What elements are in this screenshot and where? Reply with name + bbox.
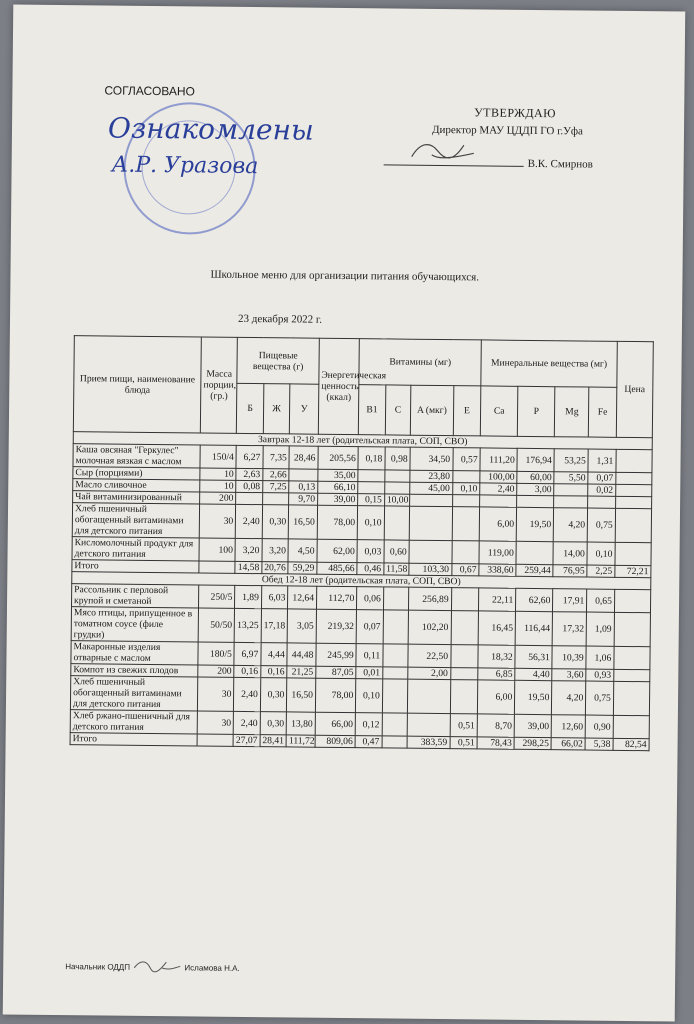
table-cell	[614, 646, 650, 669]
table-cell: 0,11	[356, 644, 383, 667]
table-cell: 0,10	[357, 506, 384, 540]
table-cell	[452, 507, 480, 541]
table-cell: 60,00	[517, 471, 554, 483]
table-cell: 150/4	[200, 445, 236, 468]
table-cell: 23,80	[410, 470, 453, 482]
table-cell: 0,75	[587, 508, 615, 542]
table-cell	[450, 680, 478, 714]
col-minerals: Минеральные вещества (мг)	[481, 340, 617, 387]
table-cell: 0,30	[260, 712, 287, 735]
table-cell	[452, 495, 480, 507]
table-cell: 13,25	[234, 608, 261, 642]
total-label: Итого	[72, 560, 199, 573]
table-cell: 19,50	[516, 507, 553, 541]
table-cell: 10,39	[552, 646, 586, 669]
table-cell	[383, 644, 409, 667]
table-cell: 2,40	[234, 677, 261, 711]
table-cell: 6,00	[479, 507, 516, 541]
table-cell	[358, 482, 385, 494]
table-cell: 250/5	[199, 585, 235, 608]
table-cell	[382, 679, 408, 713]
table-cell	[554, 484, 588, 496]
handwritten-line-1: Ознакомлены	[107, 111, 314, 147]
table-cell	[480, 495, 517, 507]
table-cell: 205,56	[318, 446, 359, 469]
col-e: E	[453, 386, 481, 436]
col-mg: Mg	[555, 387, 589, 437]
table-cell: 102,20	[408, 610, 451, 644]
table-cell	[409, 506, 452, 540]
table-cell: 0,12	[355, 713, 382, 736]
table-cell: 0,65	[587, 589, 615, 612]
table-row	[72, 503, 651, 543]
handwritten-note	[107, 104, 314, 186]
table-cell: 2,40	[236, 504, 263, 538]
table-cell: 111,20	[480, 448, 517, 471]
table-cell	[452, 471, 480, 483]
table-cell	[616, 449, 652, 472]
col-p: P	[518, 386, 556, 436]
table-cell: 87,05	[316, 666, 356, 678]
table-cell: 35,00	[318, 469, 358, 481]
table-cell: 4,20	[552, 681, 586, 715]
table-cell: 0,30	[260, 678, 287, 712]
table-cell: 0,46	[357, 563, 384, 575]
table-cell: 10,00	[384, 494, 410, 506]
table-cell: 17,18	[261, 609, 288, 643]
table-cell: 256,89	[409, 587, 452, 610]
table-cell: 383,59	[407, 736, 450, 748]
table-cell: 338,60	[479, 564, 516, 576]
table-cell	[450, 668, 478, 680]
director-name: В.К. Смирнов	[527, 157, 593, 171]
table-cell	[516, 541, 553, 564]
table-cell: 2,63	[236, 468, 263, 480]
table-cell: 28,41	[260, 735, 287, 747]
table-cell: 0,13	[289, 481, 318, 493]
table-cell	[289, 469, 318, 481]
footer	[65, 957, 240, 973]
table-cell	[451, 588, 479, 611]
menu-date: 23 декабря 2022 г.	[237, 312, 323, 326]
table-cell: 0,02	[588, 484, 616, 496]
footer-signature-icon	[132, 958, 182, 971]
dish-name: Сыр (порциями)	[73, 467, 200, 480]
table-cell: 14,00	[553, 542, 587, 565]
col-b1: B1	[359, 385, 386, 435]
col-b: Б	[237, 383, 264, 433]
table-cell: 39,00	[514, 714, 551, 737]
dish-name: Хлеб ржано-пшеничный для детского питания	[70, 710, 197, 734]
table-cell	[614, 669, 650, 681]
table-cell: 5,38	[585, 738, 613, 750]
table-cell: 22,11	[479, 588, 516, 611]
menu-title: Школьное меню для организации питания обучающихся.	[210, 268, 480, 284]
col-c: C	[385, 385, 411, 435]
table-cell: 2,40	[480, 483, 517, 495]
table-cell	[197, 734, 233, 746]
table-cell: 0,18	[358, 447, 385, 470]
table-cell: 0,51	[450, 737, 478, 749]
section-title: Обед 12-18 лет (родительская плата, СОП, СВО)	[72, 572, 651, 590]
table-cell: 56,31	[515, 645, 552, 668]
table-cell: 4,40	[515, 668, 552, 680]
table-cell	[408, 679, 451, 713]
table-cell: 0,10	[587, 542, 615, 565]
section-title: Завтрак 12-18 лет (родительская плата, СОП, СВО)	[73, 432, 652, 450]
table-cell: 18,32	[478, 645, 515, 668]
table-cell: 27,07	[233, 734, 260, 746]
table-cell	[236, 492, 263, 504]
table-cell: 219,32	[316, 609, 357, 643]
table-cell: 50/50	[198, 608, 234, 642]
table-cell: 4,20	[554, 508, 588, 542]
table-cell: 10	[200, 468, 236, 480]
table-cell	[616, 472, 652, 484]
table-cell: 2,25	[587, 565, 615, 577]
table-cell	[384, 482, 410, 494]
table-cell: 3,20	[235, 538, 262, 561]
table-cell	[452, 541, 480, 564]
dish-name: Хлеб пшеничный обогащенный витаминами для детского питания	[72, 503, 200, 538]
table-cell: 0,10	[452, 483, 480, 495]
col-price: Цена	[616, 341, 653, 437]
table-cell: 0,47	[355, 736, 382, 748]
table-cell	[517, 495, 554, 507]
table-cell	[199, 561, 235, 573]
table-cell: 3,20	[262, 539, 289, 562]
table-cell	[613, 715, 649, 738]
table-cell	[614, 589, 650, 612]
col-zh: Ж	[263, 384, 290, 434]
col-vitamins: Витамины (мг)	[359, 339, 481, 386]
table-cell: 16,50	[287, 678, 316, 712]
table-cell: 3,00	[517, 483, 554, 495]
table-cell	[616, 484, 652, 496]
table-cell: 100	[199, 538, 235, 561]
table-cell: 180/5	[198, 642, 234, 665]
table-cell: 119,00	[479, 541, 516, 564]
table-cell: 34,50	[410, 447, 453, 470]
table-cell: 66,00	[315, 712, 356, 735]
table-cell: 0,15	[358, 494, 385, 506]
table-cell: 100,00	[480, 471, 517, 483]
table-cell: 14,58	[235, 561, 262, 573]
col-mass: Масса порции, (гр.)	[201, 337, 238, 433]
table-cell: 809,06	[315, 735, 355, 747]
table-cell	[554, 496, 588, 508]
col-fe: Fe	[589, 387, 617, 437]
table-cell	[384, 506, 410, 540]
table-cell	[383, 610, 409, 644]
dish-name: Компот из свежих плодов	[71, 664, 198, 677]
table-cell: 0,93	[586, 669, 614, 681]
table-cell	[615, 508, 652, 542]
table-cell	[385, 470, 411, 482]
table-cell: 2,00	[408, 667, 451, 679]
table-cell: 0,03	[357, 540, 384, 563]
table-cell	[614, 612, 651, 646]
table-cell: 298,25	[514, 737, 551, 749]
table-cell	[588, 496, 616, 508]
table-cell: 62,60	[516, 588, 553, 611]
table-cell	[382, 713, 408, 736]
table-cell: 3,05	[287, 609, 316, 643]
table-cell: 1,09	[586, 612, 614, 646]
approve-label: УТВЕРЖДАЮ	[474, 105, 557, 121]
table-cell: 0,98	[385, 447, 411, 470]
table-cell: 16,50	[289, 505, 318, 539]
director-title: Директор МАУ ЦДДП ГО г.Уфа	[431, 123, 584, 138]
table-cell	[613, 681, 650, 715]
table-cell: 0,16	[261, 666, 288, 678]
dish-name: Чай витаминизированный	[73, 491, 200, 504]
col-a: A (мкг)	[410, 385, 453, 435]
menu-table	[70, 335, 654, 751]
table-cell: 0,57	[452, 448, 480, 471]
table-cell: 0,08	[236, 480, 263, 492]
table-cell	[450, 645, 478, 668]
table-cell: 62,00	[317, 539, 358, 562]
table-cell: 78,00	[317, 505, 358, 539]
director-signature-icon	[408, 137, 478, 166]
dish-name: Макаронные изделия отварные с маслом	[71, 641, 198, 665]
table-cell: 0,75	[586, 681, 614, 715]
table-cell: 259,44	[516, 564, 553, 576]
col-meal: Прием пищи, наименование блюда	[73, 336, 201, 433]
dish-name: Масло сливочное	[73, 479, 200, 492]
table-cell: 176,94	[517, 448, 554, 471]
table-cell: 3,60	[552, 669, 586, 681]
table-cell: 82,54	[613, 738, 649, 750]
table-cell: 7,25	[263, 481, 290, 493]
table-cell: 45,00	[410, 482, 453, 494]
dish-name: Кисломолочный продукт для детского питания	[72, 537, 199, 561]
table-cell: 39,00	[318, 493, 358, 505]
table-cell: 2,66	[263, 469, 290, 481]
table-cell: 9,70	[289, 493, 318, 505]
dish-name: Рассольник с перловой крупой и сметаной	[72, 584, 199, 608]
footer-name: Исламова Н.А.	[184, 963, 240, 973]
table-cell: 0,30	[262, 505, 289, 539]
table-cell	[615, 496, 651, 508]
table-cell: 0,51	[450, 714, 478, 737]
table-cell: 6,85	[478, 668, 515, 680]
table-cell: 0,10	[356, 679, 383, 713]
table-cell: 8,70	[477, 714, 514, 737]
col-ca: Ca	[480, 386, 518, 436]
approved-label: СОГЛАСОВАНО	[104, 83, 196, 99]
table-cell	[262, 493, 289, 505]
table-cell	[615, 542, 651, 565]
table-cell	[407, 713, 450, 736]
signature-line	[384, 164, 524, 166]
table-cell: 30	[199, 504, 235, 538]
table-cell: 4,50	[288, 539, 317, 562]
table-cell: 4,44	[261, 643, 288, 666]
col-nutrients: Пищевые вещества (г)	[237, 337, 319, 384]
table-cell: 59,29	[288, 562, 317, 574]
col-energy: Энергетическая ценность (ккал)	[318, 338, 359, 434]
table-cell: 13,80	[286, 712, 315, 735]
table-cell: 66,02	[551, 738, 585, 750]
table-cell	[410, 494, 453, 506]
table-cell: 0,06	[357, 587, 384, 610]
table-cell: 78,43	[477, 737, 514, 749]
table-cell: 5,50	[554, 472, 588, 484]
table-cell: 116,44	[515, 611, 552, 645]
table-cell: 12,60	[551, 715, 585, 738]
table-cell: 0,60	[384, 540, 410, 563]
table-cell: 78,00	[315, 678, 356, 712]
table-cell: 112,70	[316, 586, 357, 609]
table-cell: 30	[197, 711, 233, 734]
table-cell: 6,27	[236, 445, 263, 468]
table-cell: 10	[200, 480, 236, 492]
table-cell: 0,16	[234, 665, 261, 677]
table-cell: 200	[198, 665, 234, 677]
table-cell	[409, 540, 452, 563]
table-cell: 7,35	[263, 446, 290, 469]
dish-name: Хлеб пшеничный обогащенный витаминами для детского питания	[70, 676, 198, 711]
table-cell: 22,50	[408, 644, 451, 667]
footer-label: Начальник ОДДП	[65, 962, 131, 972]
table-cell: 21,25	[287, 666, 316, 678]
table-cell: 20,76	[262, 562, 289, 574]
table-cell: 76,95	[553, 565, 587, 577]
table-cell: 0,01	[356, 667, 383, 679]
table-cell: 19,50	[515, 680, 552, 714]
table-cell: 1,06	[586, 646, 614, 669]
table-cell: 17,91	[553, 589, 587, 612]
table-cell	[358, 470, 385, 482]
document-page	[3, 5, 686, 1022]
total-label: Итого	[70, 733, 197, 746]
table-cell: 245,99	[316, 643, 357, 666]
table-cell: 6,00	[478, 680, 515, 714]
table-cell: 2,40	[233, 711, 260, 734]
table-cell: 0,07	[356, 610, 383, 644]
dish-name: Мясо птицы, припущенное в томатном соусе (филе грудки)	[71, 607, 199, 642]
table-cell: 12,64	[288, 586, 317, 609]
table-cell: 17,32	[552, 612, 586, 646]
table-cell	[451, 611, 479, 645]
table-cell: 6,97	[234, 642, 261, 665]
col-u: У	[290, 384, 319, 434]
table-row	[70, 676, 649, 716]
table-cell	[382, 736, 408, 748]
table-cell: 1,31	[588, 449, 616, 472]
table-cell: 111,72	[286, 735, 315, 747]
table-cell: 72,21	[615, 565, 651, 577]
table-cell: 53,25	[554, 449, 588, 472]
table-cell: 485,66	[317, 562, 357, 574]
table-cell: 28,46	[289, 446, 318, 469]
table-cell	[382, 667, 408, 679]
table-cell: 66,10	[318, 481, 358, 493]
table-cell	[383, 587, 409, 610]
table-cell: 0,07	[588, 472, 616, 484]
dish-name: Каша овсяная "Геркулес" молочная вязкая с маслом	[73, 444, 200, 468]
table-cell: 6,03	[261, 586, 288, 609]
table-cell: 1,89	[235, 585, 262, 608]
table-cell: 200	[200, 492, 236, 504]
table-cell: 30	[198, 677, 234, 711]
table-cell: 16,45	[478, 611, 515, 645]
handwritten-line-2: А.Р. Уразова	[111, 152, 259, 180]
table-cell: 0,67	[451, 564, 479, 576]
table-cell: 0,90	[585, 715, 613, 738]
table-cell: 11,58	[384, 563, 410, 575]
table-cell: 44,48	[287, 643, 316, 666]
table-cell: 103,30	[409, 563, 452, 575]
